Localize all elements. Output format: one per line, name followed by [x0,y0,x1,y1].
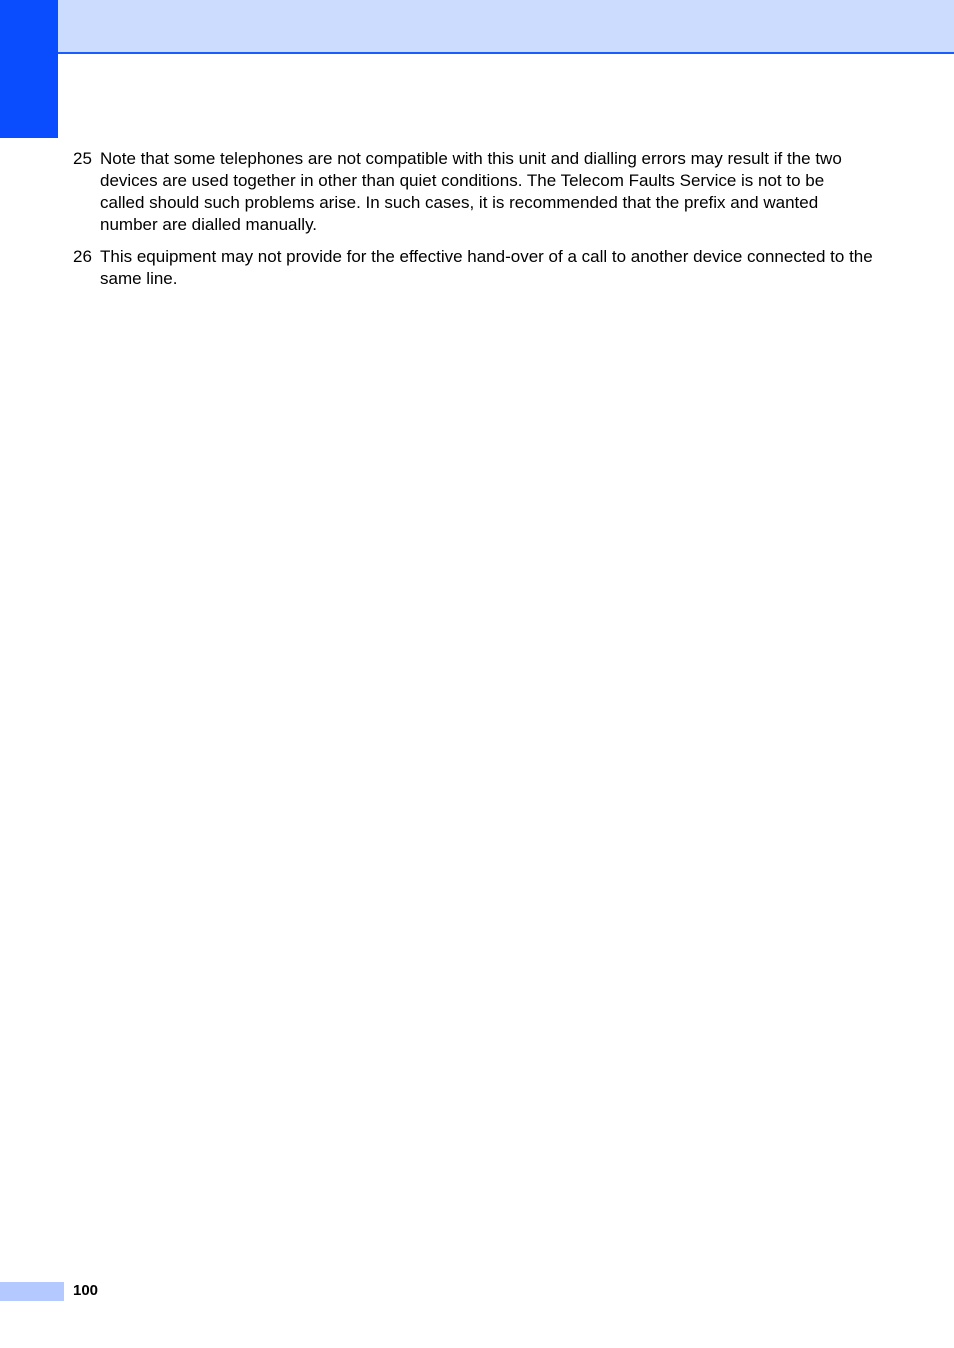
notes-list [73,148,873,300]
footer-band [0,1282,64,1301]
note-item [73,246,873,290]
header-band [58,0,954,54]
page-number: 100 [73,1282,99,1299]
note-text: Note that some telephones are not compatible with this unit and dialling errors may result if the two devices are used together in other than quiet conditions. The Telecom Faults Service is not to be called should such problems arise. In such cases, it is recommended that the prefix and wanted number are dialled manually. [100,149,842,234]
note-text: This equipment may not provide for the effective hand-over of a call to another device connected to the same line. [100,247,873,288]
note-item [73,148,873,236]
note-number: 26 [73,247,92,266]
chapter-side-tab [0,0,58,138]
note-number: 25 [73,149,92,168]
